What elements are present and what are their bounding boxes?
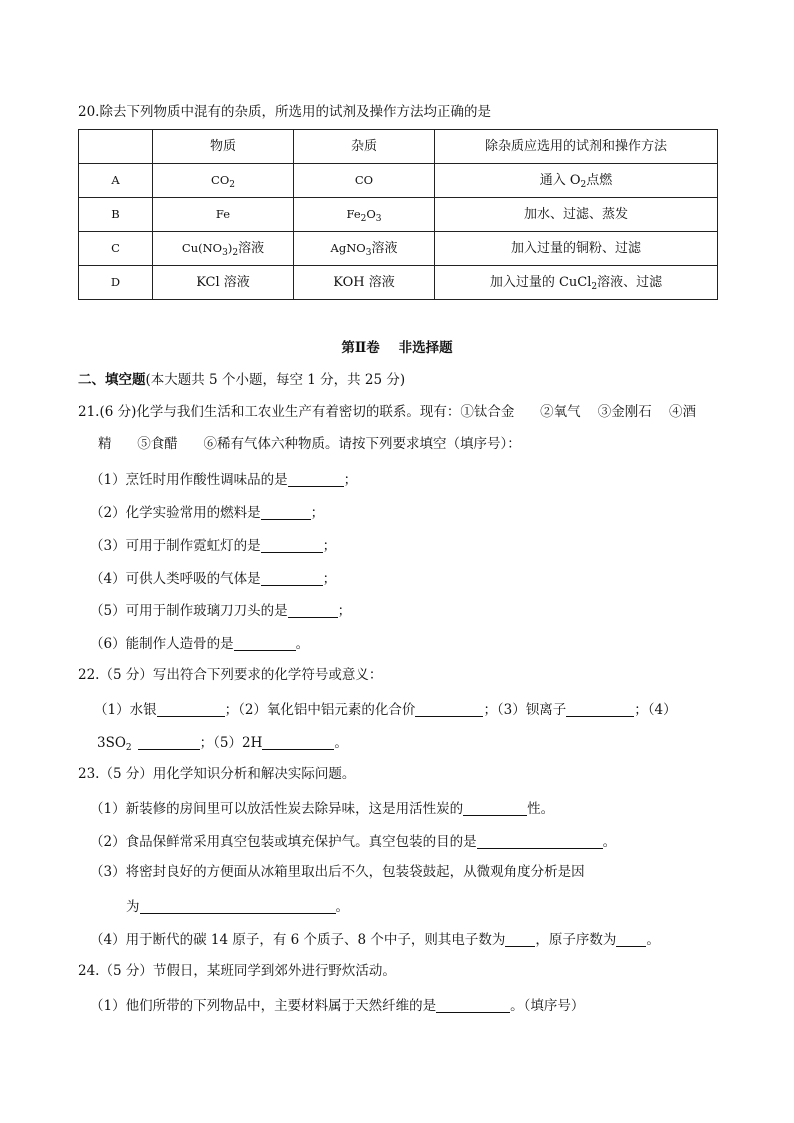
substance-cell: $Cu(NO_3)_2$溶液 [153, 232, 294, 266]
table-row [79, 266, 718, 300]
answer-blank[interactable] [234, 636, 296, 651]
method-cell: 加入过量的铜粉、过滤 [435, 232, 718, 266]
q24-item-1: （1）他们所带的下列物品中，主要材料属于天然纤维的是 。（填序号） [90, 998, 585, 1014]
answer-blank[interactable] [288, 603, 338, 618]
q22-line2: $3SO_2$ ；（5）2H 。 [97, 735, 348, 753]
q21-line2: 精 ⑤食醋 ⑥稀有气体六种物质。请按下列要求填空（填序号）： [98, 436, 521, 452]
q21-item-1: （1）烹饪时用作酸性调味品的是 ； [90, 472, 358, 488]
header-cell: 物质 [153, 130, 294, 164]
answer-blank[interactable] [477, 834, 603, 849]
q21-line1: 21.(6 分)化学与我们生活和工农业生产有着密切的联系。现有：①钛合金 ②氧气 ③金刚石 ④酒 [78, 404, 696, 420]
q23-item-3: （3）将密封良好的方便面从冰箱里取出后不久，包装袋鼓起，从微观角度分析是因 [90, 864, 585, 880]
header-cell [79, 130, 153, 164]
section2-heading [78, 374, 405, 388]
substance-cell: Fe [153, 198, 294, 232]
part2-title: 第Ⅱ卷 非选择题 [341, 340, 453, 356]
q22-line1: （1）水银 ；（2）氧化铝中铝元素的化合价 ；（3）钡离子 ；（4） [94, 702, 677, 718]
q21-item-4: （4）可供人类呼吸的气体是 ； [90, 571, 337, 587]
answer-blank[interactable] [415, 702, 483, 717]
row-label: C [79, 232, 153, 266]
row-label: B [79, 198, 153, 232]
q23-item-3b: 为 。 [126, 899, 349, 915]
header-cell: 除杂质应选用的试剂和操作方法 [435, 130, 718, 164]
row-label: A [79, 164, 153, 198]
method-cell: 加水、过滤、蒸发 [435, 198, 718, 232]
q23-item-4: （4）用于断代的碳 14 原子，有 6 个质子、8 个中子，则其电子数为 ，原子序数为 。 [90, 932, 660, 948]
impurity-cell: $Fe_2O_3$ [294, 198, 435, 232]
answer-blank[interactable] [140, 899, 336, 914]
q24-stem: 24.（5 分）节假日，某班同学到郊外进行野炊活动。 [78, 963, 396, 979]
q23-item-1: （1）新装修的房间里可以放活性炭去除异味，这是用活性炭的 性。 [90, 801, 555, 817]
q21-item-2: （2）化学实验常用的燃料是 ； [90, 505, 325, 521]
table-row [79, 198, 718, 232]
answer-blank[interactable] [505, 932, 535, 947]
q23-item-2: （2）食品保鲜常采用真空包装或填充保护气。真空包装的目的是 。 [90, 834, 617, 850]
answer-blank[interactable] [288, 472, 344, 487]
impurity-cell: KOH 溶液 [294, 266, 435, 300]
answer-blank[interactable] [261, 538, 323, 553]
answer-blank[interactable] [262, 735, 334, 750]
q20-table [78, 129, 718, 300]
answer-blank[interactable] [261, 505, 311, 520]
answer-blank[interactable] [463, 801, 527, 816]
section2-title: 二、填空题 [78, 372, 146, 388]
substance-cell: KCl 溶液 [153, 266, 294, 300]
answer-blank[interactable] [138, 735, 200, 750]
impurity-cell: CO [294, 164, 435, 198]
q22-stem: 22.（5 分）写出符合下列要求的化学符号或意义： [78, 667, 383, 683]
row-label: D [79, 266, 153, 300]
impurity-cell: AgNO$_3$溶液 [294, 232, 435, 266]
answer-blank[interactable] [616, 932, 646, 947]
method-cell: 加入过量的 CuCl$_2$溶液、过滤 [435, 266, 718, 300]
q21-item-5: （5）可用于制作玻璃刀刀头的是 ； [90, 603, 352, 619]
substance-cell: $CO_2$ [153, 164, 294, 198]
answer-blank[interactable] [157, 702, 225, 717]
section2-note: (本大题共 5 个小题，每空 1 分，共 25 分) [145, 372, 406, 388]
table-row [79, 164, 718, 198]
table-row [79, 232, 718, 266]
method-cell: 通入 $O_2$点燃 [435, 164, 718, 198]
header-cell: 杂质 [294, 130, 435, 164]
answer-blank[interactable] [566, 702, 634, 717]
q23-stem: 23.（5 分）用化学知识分析和解决实际问题。 [78, 766, 356, 782]
answer-blank[interactable] [436, 998, 510, 1013]
table-header-row [79, 130, 718, 164]
q21-item-6: （6）能制作人造骨的是 。 [90, 636, 310, 652]
q20-stem: 20.除去下列物质中混有的杂质，所选用的试剂及操作方法均正确的是 [78, 104, 491, 120]
answer-blank[interactable] [261, 571, 323, 586]
q21-item-3: （3）可用于制作霓虹灯的是 ； [90, 538, 337, 554]
